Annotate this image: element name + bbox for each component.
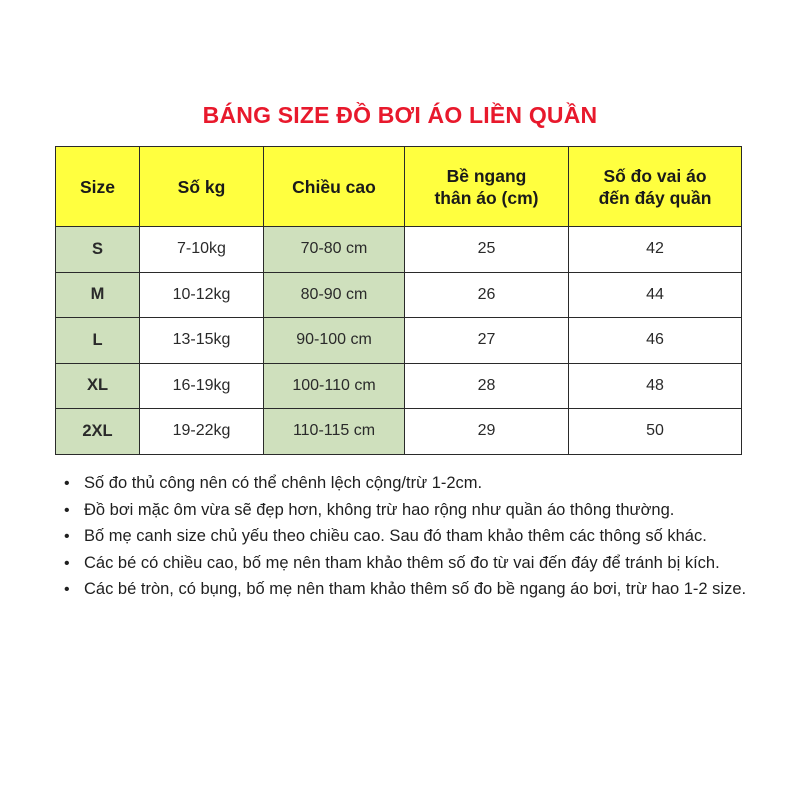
note-text: Các bé có chiều cao, bố mẹ nên tham khảo thêm số đo từ vai đến đáy để tránh bị kích.: [84, 553, 720, 572]
cell-size: XL: [56, 363, 140, 409]
cell-size: M: [56, 272, 140, 318]
cell-shoulder-to-crotch: 42: [569, 227, 742, 273]
cell-size: L: [56, 318, 140, 364]
notes-list: [62, 472, 782, 605]
cell-height: 80-90 cm: [264, 272, 405, 318]
cell-chest-width: 28: [405, 363, 569, 409]
header-size: Size: [56, 147, 140, 227]
table-row: [56, 227, 742, 273]
cell-height: 100-110 cm: [264, 363, 405, 409]
bullet-icon: •: [64, 475, 70, 492]
note-text: Bố mẹ canh size chủ yếu theo chiều cao. Sau đó tham khảo thêm các thông số khác.: [84, 527, 707, 545]
bullet-icon: •: [64, 554, 70, 572]
table-row: [56, 363, 742, 409]
cell-height: 70-80 cm: [264, 227, 405, 273]
list-item: [62, 472, 782, 496]
bullet-icon: •: [64, 501, 70, 519]
cell-height: 110-115 cm: [264, 409, 405, 455]
header-chest-width: Bề ngang thân áo (cm): [405, 147, 569, 227]
cell-height: 90-100 cm: [264, 318, 405, 364]
list-item: [62, 525, 782, 549]
cell-shoulder-to-crotch: 44: [569, 272, 742, 318]
size-table: [55, 146, 742, 455]
cell-shoulder-to-crotch: 46: [569, 318, 742, 364]
list-item: [62, 552, 782, 576]
table-row: [56, 318, 742, 364]
cell-shoulder-to-crotch: 48: [569, 363, 742, 409]
header-height: Chiều cao: [264, 147, 405, 227]
page-title: BÁNG SIZE ĐỒ BƠI ÁO LIỀN QUẦN: [202, 102, 598, 128]
cell-chest-width: 29: [405, 409, 569, 455]
cell-weight: 10-12kg: [140, 272, 264, 318]
cell-size: S: [56, 227, 140, 273]
cell-weight: 16-19kg: [140, 363, 264, 409]
list-item: [62, 499, 782, 523]
cell-size: 2XL: [56, 409, 140, 455]
note-text: Các bé tròn, có bụng, bố mẹ nên tham khảo thêm số đo bề ngang áo bơi, trừ hao 1-2 size.: [84, 580, 747, 598]
table-header-row: [56, 147, 742, 227]
cell-chest-width: 27: [405, 318, 569, 364]
bullet-icon: •: [64, 581, 70, 598]
header-shoulder-to-crotch: Số đo vai áo đến đáy quần: [569, 147, 742, 227]
cell-chest-width: 25: [405, 227, 569, 273]
bullet-icon: •: [64, 528, 70, 545]
cell-weight: 7-10kg: [140, 227, 264, 273]
cell-shoulder-to-crotch: 50: [569, 409, 742, 455]
table-row: [56, 272, 742, 318]
note-text: Số đo thủ công nên có thể chênh lệch cộng/trừ 1-2cm.: [84, 474, 483, 492]
cell-weight: 19-22kg: [140, 409, 264, 455]
note-text: Đồ bơi mặc ôm vừa sẽ đẹp hơn, không trừ hao rộng như quần áo thông thường.: [84, 500, 675, 519]
list-item: [62, 578, 782, 602]
cell-chest-width: 26: [405, 272, 569, 318]
cell-weight: 13-15kg: [140, 318, 264, 364]
header-weight: Số kg: [140, 147, 264, 227]
table-row: [56, 409, 742, 455]
